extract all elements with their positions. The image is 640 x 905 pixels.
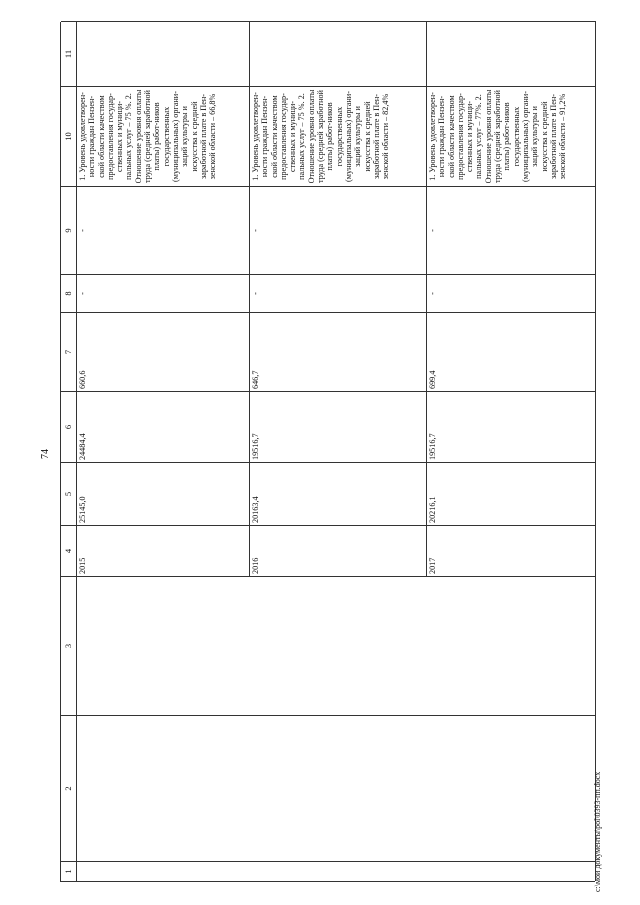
empty-cell [77,861,250,881]
column-number-11: 11 [61,21,77,86]
year-cell: 2017 [427,525,596,576]
value-cell-col7: 699,4 [427,312,596,391]
year-cell: 2015 [77,525,250,576]
table-row-2017 [427,21,596,881]
value-cell-col9: - [250,186,427,274]
table-row-2015 [77,21,250,881]
empty-cell [427,861,596,881]
page-number: 74 [40,449,51,459]
empty-cell [250,21,427,86]
value-cell-col9: - [427,186,596,274]
empty-cell [77,21,250,86]
empty-cell [427,576,596,715]
value-cell-col5: 20163,4 [250,462,427,525]
column-number-3: 3 [61,576,77,715]
empty-cell [250,715,427,861]
column-number-7: 7 [61,312,77,391]
value-cell-col8: - [427,274,596,312]
empty-cell [250,861,427,881]
value-cell-col6: 19516,7 [250,391,427,462]
column-number-2: 2 [61,715,77,861]
value-cell-col6: 24484,4 [77,391,250,462]
empty-cell [77,576,250,715]
value-cell-col5: 20216,1 [427,462,596,525]
value-cell-col8: - [77,274,250,312]
value-cell-col7: 646,7 [250,312,427,391]
file-path-footer: c:\мои документы\pol\0393-пп.docx [593,771,602,892]
year-cell: 2016 [250,525,427,576]
value-cell-col9: - [77,186,250,274]
empty-cell [427,715,596,861]
indicators-cell: 1. Уровень удовлетворен-ности граждан Пензен-ской области качеством предоставления государ-ственных и муници-пальных услуг – 75 %. 2. Отношение уровня оплаты труда (средней заработной платы) работ-ников государственных (муниципальных) органи-заций культуры и искусства к средней заработной плате в Пен-зенской области – 66,8% [77,86,250,186]
column-number-6: 6 [61,391,77,462]
empty-cell [77,715,250,861]
value-cell-col7: 660,6 [77,312,250,391]
column-number-8: 8 [61,274,77,312]
value-cell-col8: - [250,274,427,312]
column-number-10: 10 [61,86,77,186]
column-number-header-row [61,21,77,881]
empty-cell [250,576,427,715]
program-funding-table [60,22,595,882]
indicators-cell: 1. Уровень удовлетворен-ности граждан Пензен-ской области качеством предоставления государ-ственных и муници-пальных услуг – 75 %. 2. Отношение уровня оплаты труда (средней заработной платы) работ-ников государственных (муниципальных) органи-заций культуры и искусства к средней заработной плате в Пен-зенской области – 82,4% [250,86,427,186]
empty-cell [427,21,596,86]
value-cell-col6: 19516,7 [427,391,596,462]
value-cell-col5: 25145,0 [77,462,250,525]
column-number-9: 9 [61,186,77,274]
table-row-2016 [250,21,427,881]
column-number-5: 5 [61,462,77,525]
column-number-4: 4 [61,525,77,576]
indicators-cell: 1. Уровень удовлетворен-ности граждан Пензен-ской области качеством предоставления государ-ственных и муници-пальных услуг – 77%. 2. Отношение уровня оплаты труда (средней заработной платы) работ-ников государственных (муниципальных) органи-заций культуры и искусства к средней заработной плате в Пен-зенской области – 91,2% [427,86,596,186]
column-number-1: 1 [61,861,77,881]
